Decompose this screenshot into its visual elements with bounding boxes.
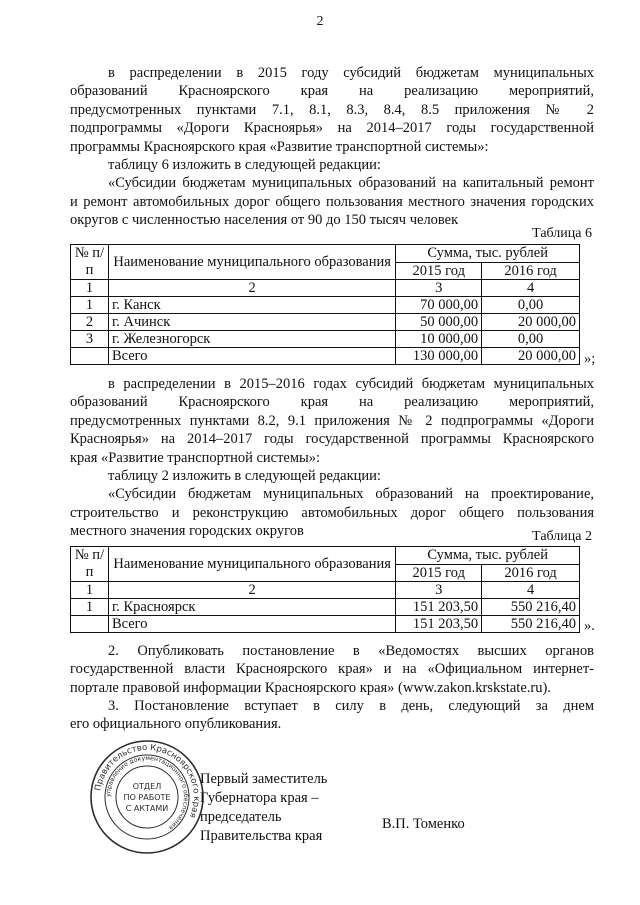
text-line: подпрограммы «Дороги Красноярья» на 2014–2017 годы государственной [70,120,594,137]
table-header-row [71,547,580,565]
table-title-line: и ремонт автомобильных дорог общего пользования местного значения городских [70,193,594,210]
row-num: 1 [71,297,109,314]
signer-name: В.П. Томенко [382,816,465,832]
row-num: 3 [71,331,109,348]
table2-caption: Таблица 2 [532,529,592,544]
header-sum: Сумма, тыс. рублей [396,547,580,565]
row-num: 2 [71,314,109,331]
header-num: № п/п [71,245,109,280]
stamp-center-line: ОТДЕЛ [132,782,162,791]
total-2016: 20 000,00 [482,348,580,365]
stamp-ring-text: Правительство Красноярского края [93,742,202,820]
total-2015: 151 203,50 [396,616,482,633]
point2-paragraph [70,642,594,697]
row-name: г. Ачинск [108,314,395,331]
header-sum: Сумма, тыс. рублей [396,245,580,263]
text-line: портале правовой информации Красноярского края» (www.zakon.krskstate.ru). [70,679,551,696]
total-2016: 550 216,40 [482,616,580,633]
table-row [71,314,580,331]
table-total-row [71,616,580,633]
header-2015: 2015 год [396,262,482,280]
text-line: программы Красноярского края «Развитие транспортной системы»: [70,138,489,155]
header-name: Наименование муниципального образования [108,547,395,582]
table-index-row [71,280,580,297]
instruction-line: таблицу 2 изложить в следующей редакции: [108,468,381,485]
row-name: г. Железногорск [108,331,395,348]
text-line: образований Красноярского края на реализацию мероприятий, [70,83,594,100]
table6 [70,244,580,365]
middle-paragraph [70,375,594,541]
row-name: г. Красноярск [108,599,395,616]
index-cell: 1 [71,280,109,297]
text-line: его официального опубликования. [70,716,282,733]
position-line: Правительства края [200,828,323,844]
position-line: Первый заместитель [200,771,328,787]
text-line: 2. Опубликовать постановление в «Ведомостях высших органов [108,643,594,659]
index-cell: 2 [108,280,395,297]
table-index-row [71,582,580,599]
text-line: края «Развитие транспортной системы»: [70,449,321,466]
index-cell: 4 [482,280,580,297]
table-row [71,599,580,616]
index-cell: 1 [71,582,109,599]
text-line: образований Красноярского края на реализацию мероприятий, [70,394,594,411]
text-line: предусмотренных пунктами 7.1, 8.1, 8.3, 8.4, 8.5 приложения № 2 [70,101,594,118]
index-cell: 4 [482,582,580,599]
table-row [71,297,580,314]
row-2016: 0,00 [482,331,580,348]
text-line: государственной власти Красноярского края» и на «Официальном интернет- [70,661,594,678]
row-name: г. Канск [108,297,395,314]
table2-end-mark: ». [584,618,595,634]
total-label: Всего [108,348,395,365]
position-line: председатель [200,809,282,825]
text-line: 3. Постановление вступает в силу в день, следующий за днем [108,698,594,714]
row-num: 1 [71,599,109,616]
header-2016: 2016 год [482,262,580,280]
table6-end-mark: »; [584,351,596,367]
text-line: в распределении в 2015 году субсидий бюджетам муниципальных [108,65,594,81]
table-header-row [71,245,580,263]
point3-paragraph [70,697,594,734]
header-2016: 2016 год [482,564,580,582]
header-num: № п/п [71,547,109,582]
index-cell: 2 [108,582,395,599]
total-num [71,616,109,633]
table-title-line: местного значения городских округов [70,523,304,540]
table-title-line: строительство и реконструкцию автомобильных дорог общего пользования [70,504,594,521]
stamp-center-line: ПО РАБОТЕ [123,793,171,802]
table2 [70,546,580,633]
row-2015: 10 000,00 [396,331,482,348]
signature-position [200,770,327,846]
row-2016: 20 000,00 [482,314,580,331]
table-title-line: «Субсидии бюджетам муниципальных образований на проектирование, [108,486,594,503]
row-2015: 70 000,00 [396,297,482,314]
header-name: Наименование муниципального образования [108,245,395,280]
row-2016: 550 216,40 [482,599,580,616]
row-2015: 50 000,00 [396,314,482,331]
position-line: Губернатора края – [200,790,319,806]
header-2015: 2015 год [396,564,482,582]
table-title-line: округов с численностью населения от 90 до 150 тысяч человек [70,212,459,229]
text-line: в распределении в 2015–2016 годах субсидий бюджетам муниципальных [108,376,594,392]
table-total-row [71,348,580,365]
stamp-center-line: С АКТАМИ [125,804,169,813]
index-cell: 3 [396,582,482,599]
row-2016: 0,00 [482,297,580,314]
stamp-inner-ring-text: управление документационного обеспечения [104,754,190,832]
total-label: Всего [108,616,395,633]
instruction-line: таблицу 6 изложить в следующей редакции: [108,157,381,174]
text-line: Красноярья» на 2014–2017 годы государственной программы Красноярского [70,431,594,448]
page-number: 2 [316,14,324,29]
row-2015: 151 203,50 [396,599,482,616]
table6-caption: Таблица 6 [532,226,592,241]
text-line: предусмотренных пунктами 8.2, 9.1 приложения № 2 подпрограммы «Дороги [70,412,594,429]
table-row [71,331,580,348]
table-title-line: «Субсидии бюджетам муниципальных образований на капитальный ремонт [108,175,594,192]
total-2015: 130 000,00 [396,348,482,365]
total-num [71,348,109,365]
intro-paragraph [70,64,594,230]
index-cell: 3 [396,280,482,297]
official-stamp [88,738,206,856]
